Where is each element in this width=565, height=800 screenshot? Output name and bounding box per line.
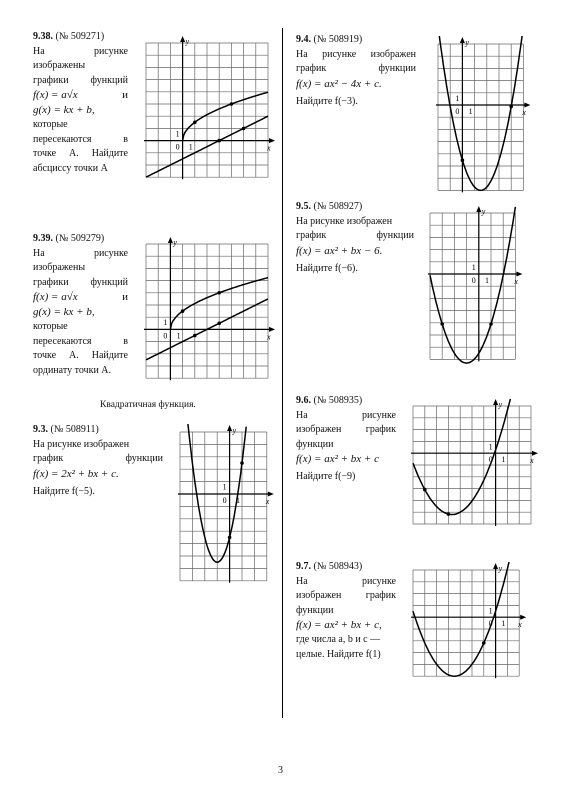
- origin-label: 0: [222, 495, 227, 505]
- problem-text: Найдите f(−6).: [296, 262, 358, 274]
- graph-9-4: [430, 36, 531, 203]
- x-axis-arrow-icon: [516, 271, 522, 276]
- curve-point: [217, 139, 221, 143]
- y-axis-arrow-icon: [180, 36, 185, 42]
- x-unit-label: 1: [235, 495, 240, 505]
- graph-svg: [138, 35, 276, 185]
- curve-point: [423, 488, 427, 492]
- formula-g: g(x) = kx + b,: [33, 104, 95, 116]
- graph-svg: [172, 424, 275, 589]
- problem-9-7: [296, 560, 396, 662]
- problem-text: На рисунке изображен: [296, 215, 393, 227]
- y-unit-label: 1: [455, 93, 460, 103]
- origin-label: 0: [455, 106, 460, 116]
- y-axis-arrow-icon: [460, 37, 465, 43]
- problem-text: Найдите f(−3).: [296, 95, 358, 107]
- problem-code: (№ 508919): [313, 34, 363, 45]
- x-unit-label: 1: [501, 619, 506, 629]
- curve-point: [242, 127, 246, 131]
- problem-9-5: [296, 200, 414, 276]
- graph-svg: [405, 562, 527, 684]
- problem-text: Найдите f(−9): [296, 471, 356, 482]
- problem-text: На рисунке: [33, 45, 128, 57]
- y-axis-arrow-icon: [168, 237, 173, 243]
- problem-text: график функции: [33, 453, 163, 464]
- formula-f: f(x) = 2x² + bx + c.: [33, 467, 119, 480]
- curve-point: [447, 512, 451, 516]
- y-axis-label: y: [498, 563, 503, 573]
- problem-text: график функции: [296, 63, 416, 74]
- origin-label: 0: [175, 142, 180, 152]
- x-unit-label: 1: [188, 142, 193, 152]
- origin-label: 0: [488, 619, 493, 629]
- x-unit-label: 1: [176, 331, 181, 341]
- y-unit-label: 1: [175, 129, 180, 139]
- x-axis-arrow-icon: [524, 102, 530, 107]
- formula-f: f(x) = ax² + bx − 6.: [296, 244, 383, 257]
- problem-text: пересекаются в: [33, 133, 128, 145]
- problem-text: где числа a, b и c —: [296, 634, 381, 645]
- x-axis-label: x: [266, 332, 271, 342]
- graph-svg: [422, 205, 523, 367]
- problem-text: изображен график: [296, 424, 396, 435]
- problem-number: 9.6.: [296, 395, 311, 406]
- x-unit-label: 1: [468, 106, 473, 116]
- y-unit-label: 1: [163, 318, 168, 328]
- problem-code: (№ 509279): [55, 233, 105, 244]
- formula-f: f(x) = a√x: [33, 89, 78, 101]
- y-axis-arrow-icon: [476, 206, 481, 212]
- problem-text: Найдите f(−5).: [33, 485, 95, 497]
- problem-9-4: [296, 33, 416, 109]
- problem-text: графики функций: [33, 74, 128, 86]
- parabola: [439, 36, 522, 190]
- graph-svg: [430, 36, 531, 198]
- and-word: и: [122, 89, 128, 101]
- x-axis-arrow-icon: [269, 327, 275, 332]
- curve-point: [240, 461, 244, 465]
- formula-f: f(x) = ax² − 4x + c.: [296, 77, 382, 90]
- y-axis-arrow-icon: [227, 425, 232, 431]
- formula-f: f(x) = ax² + bx + c: [296, 453, 379, 465]
- curve-point: [489, 322, 493, 326]
- problem-text: ординату точки A.: [33, 364, 112, 376]
- graph-9-5: [422, 205, 523, 372]
- problem-text: пересекаются в: [33, 335, 128, 347]
- column-divider: [282, 28, 283, 718]
- problem-text: На рисунке: [33, 247, 128, 259]
- formula-f: f(x) = ax² + bx + c,: [296, 619, 382, 631]
- x-axis-label: x: [265, 496, 270, 506]
- graph-9-38: [138, 35, 276, 190]
- problem-number: 9.3.: [33, 424, 48, 435]
- problem-text: изображен график: [296, 590, 396, 601]
- problem-9-39: [33, 232, 128, 378]
- problem-text: изображены: [33, 60, 86, 71]
- x-axis-arrow-icon: [268, 491, 274, 496]
- x-axis-arrow-icon: [520, 615, 526, 620]
- problem-code: (№ 508911): [50, 424, 99, 435]
- y-axis-arrow-icon: [493, 399, 498, 405]
- y-axis-label: y: [498, 400, 503, 409]
- problem-text: функции: [296, 438, 334, 450]
- formula-f: f(x) = a√x: [33, 291, 78, 303]
- problem-text: точке A. Найдите: [33, 148, 128, 159]
- problem-code: (№ 508927): [313, 201, 363, 212]
- curve-point: [440, 322, 444, 326]
- x-axis-arrow-icon: [532, 451, 538, 456]
- origin-label: 0: [488, 455, 493, 465]
- page-number: 3: [278, 765, 283, 776]
- problem-text: изображены: [33, 262, 86, 273]
- curve-point: [193, 120, 197, 124]
- curve-point: [509, 105, 513, 109]
- problem-text: целые. Найдите f(1): [296, 648, 381, 660]
- and-word: и: [122, 291, 128, 303]
- curve-point: [181, 309, 185, 313]
- graph-9-39: [138, 236, 276, 391]
- problem-text: На рисунке: [296, 409, 396, 421]
- x-axis-label: x: [522, 107, 526, 117]
- problem-text: абсциссу точки A: [33, 162, 108, 174]
- problem-9-38: [33, 30, 128, 176]
- y-axis-label: y: [481, 207, 486, 217]
- x-axis-label: x: [518, 620, 522, 630]
- problem-text: функции: [296, 604, 334, 616]
- y-unit-label: 1: [222, 482, 227, 492]
- x-unit-label: 1: [484, 275, 489, 285]
- problem-text: На рисунке изображен: [33, 438, 130, 450]
- problem-number: 9.38.: [33, 31, 53, 42]
- curve-point: [482, 641, 486, 645]
- graph-9-3: [172, 424, 275, 594]
- problem-text: На рисунке: [296, 575, 396, 587]
- problem-code: (№ 508943): [313, 561, 363, 572]
- x-axis-label: x: [530, 456, 534, 466]
- formula-g: g(x) = kx + b,: [33, 306, 95, 318]
- x-axis-label: x: [514, 276, 518, 286]
- origin-label: 0: [471, 275, 476, 285]
- problem-number: 9.7.: [296, 561, 311, 572]
- y-unit-label: 1: [488, 442, 493, 452]
- problem-text: графики функций: [33, 276, 128, 288]
- problem-number: 9.5.: [296, 201, 311, 212]
- problem-code: (№ 508935): [313, 395, 363, 406]
- y-axis-label: y: [173, 237, 177, 247]
- curve-point: [217, 291, 221, 295]
- problem-text: график функции: [296, 230, 414, 241]
- curve-point: [230, 102, 234, 106]
- y-axis-arrow-icon: [493, 563, 498, 569]
- curve-point: [193, 334, 197, 338]
- section-title: Квадратичная функция.: [100, 400, 196, 410]
- problem-text: точке A. Найдите: [33, 350, 128, 361]
- graph-svg: [405, 398, 539, 532]
- x-axis-arrow-icon: [269, 138, 275, 143]
- graph-9-6: [405, 398, 539, 537]
- curve-point: [217, 321, 221, 325]
- problem-text: которые: [33, 321, 68, 332]
- curve-point: [461, 158, 465, 162]
- y-unit-label: 1: [488, 606, 493, 616]
- curve-point: [228, 536, 232, 540]
- y-axis-label: y: [465, 38, 469, 48]
- problem-code: (№ 509271): [55, 31, 105, 42]
- x-unit-label: 1: [501, 455, 506, 465]
- x-axis-label: x: [266, 143, 271, 153]
- problem-number: 9.39.: [33, 233, 53, 244]
- origin-label: 0: [163, 331, 168, 341]
- problem-text: На рисунке изображен: [296, 48, 416, 60]
- graph-svg: [138, 236, 276, 386]
- y-axis-label: y: [185, 36, 190, 46]
- graph-9-7: [405, 562, 527, 689]
- problem-9-3: [33, 423, 163, 499]
- problem-text: которые: [33, 119, 68, 130]
- y-axis-label: y: [232, 426, 237, 436]
- y-unit-label: 1: [471, 262, 476, 272]
- problem-9-6: [296, 394, 396, 485]
- problem-number: 9.4.: [296, 34, 311, 45]
